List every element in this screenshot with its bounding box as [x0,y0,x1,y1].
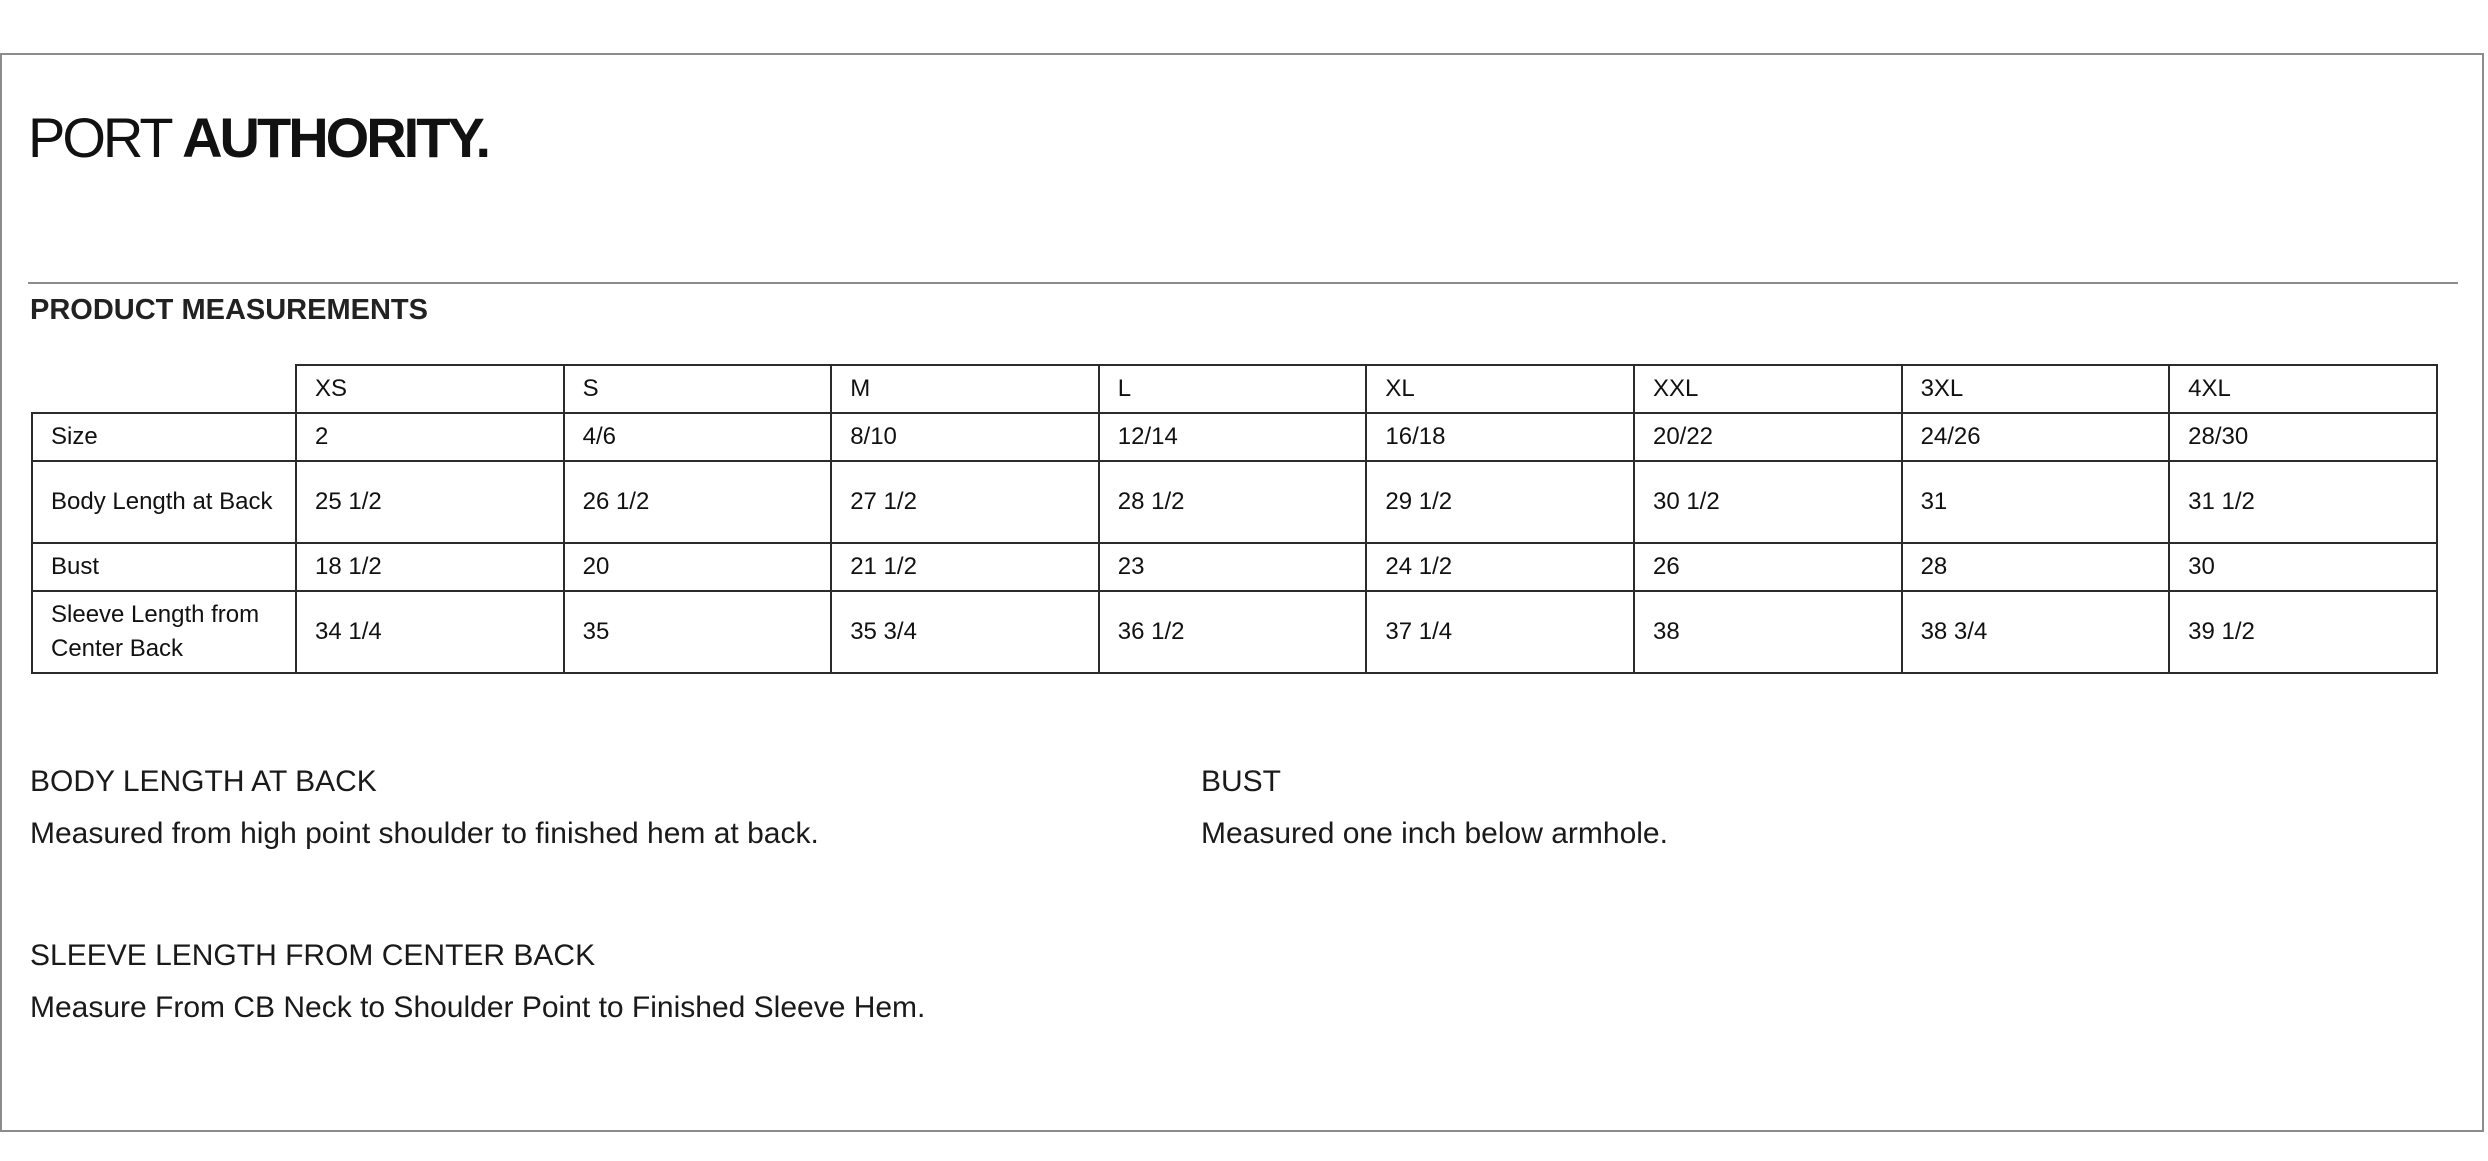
table-cell: 38 3/4 [1902,591,2170,673]
table-cell: 12/14 [1099,413,1367,461]
table-cell: 35 3/4 [831,591,1099,673]
section-title: PRODUCT MEASUREMENTS [30,294,428,326]
table-row [32,413,2437,461]
table-cell: 30 [2169,543,2437,591]
measurement-table [31,364,2438,674]
table-cell: 26 [1634,543,1902,591]
table-cell: 21 1/2 [831,543,1099,591]
table-cell: 8/10 [831,413,1099,461]
table-cell: 24 1/2 [1366,543,1634,591]
table-cell: 27 1/2 [831,461,1099,543]
table-cell: 23 [1099,543,1367,591]
logo-word-authority: AUTHORITY. [182,106,489,169]
table-cell: 35 [564,591,832,673]
table-corner-cell [32,365,296,413]
note-heading: BUST [1201,765,1282,798]
brand-logo [28,108,488,168]
table-cell: 29 1/2 [1366,461,1634,543]
table-cell: 28 1/2 [1099,461,1367,543]
note-text: Measured one inch below armhole. [1201,817,1668,850]
note-text: Measured from high point shoulder to finished hem at back. [30,817,819,850]
table-cell: 20/22 [1634,413,1902,461]
table-cell: 4/6 [564,413,832,461]
table-cell: 31 1/2 [2169,461,2437,543]
table-cell: 36 1/2 [1099,591,1367,673]
table-cell: 28 [1902,543,2170,591]
size-column-header: M [831,365,1099,413]
row-label: Sleeve Length from Center Back [32,591,296,673]
table-cell: 28/30 [2169,413,2437,461]
table-cell: 34 1/4 [296,591,564,673]
table-cell: 24/26 [1902,413,2170,461]
row-label: Bust [32,543,296,591]
size-column-header: XXL [1634,365,1902,413]
table-row [32,461,2437,543]
table-cell: 38 [1634,591,1902,673]
table-header-row [32,365,2437,413]
note-heading: BODY LENGTH AT BACK [30,765,377,798]
table-cell: 2 [296,413,564,461]
table-row [32,591,2437,673]
table-cell: 20 [564,543,832,591]
size-column-header: S [564,365,832,413]
table-cell: 31 [1902,461,2170,543]
note-body-length [30,764,819,852]
size-column-header: XL [1366,365,1634,413]
table-cell: 16/18 [1366,413,1634,461]
size-column-header: XS [296,365,564,413]
logo-word-port: PORT [28,106,170,169]
table-row [32,543,2437,591]
size-column-header: 4XL [2169,365,2437,413]
row-label: Size [32,413,296,461]
table-cell: 39 1/2 [2169,591,2437,673]
header-divider [28,282,2458,284]
row-label: Body Length at Back [32,461,296,543]
note-heading: SLEEVE LENGTH FROM CENTER BACK [30,939,596,972]
size-column-header: L [1099,365,1367,413]
table-cell: 37 1/4 [1366,591,1634,673]
table-cell: 25 1/2 [296,461,564,543]
table-cell: 18 1/2 [296,543,564,591]
note-text: Measure From CB Neck to Shoulder Point to Finished Sleeve Hem. [30,991,926,1024]
note-sleeve-length [30,938,925,1026]
table-cell: 26 1/2 [564,461,832,543]
size-column-header: 3XL [1902,365,2170,413]
note-bust [1201,764,1668,852]
table-cell: 30 1/2 [1634,461,1902,543]
